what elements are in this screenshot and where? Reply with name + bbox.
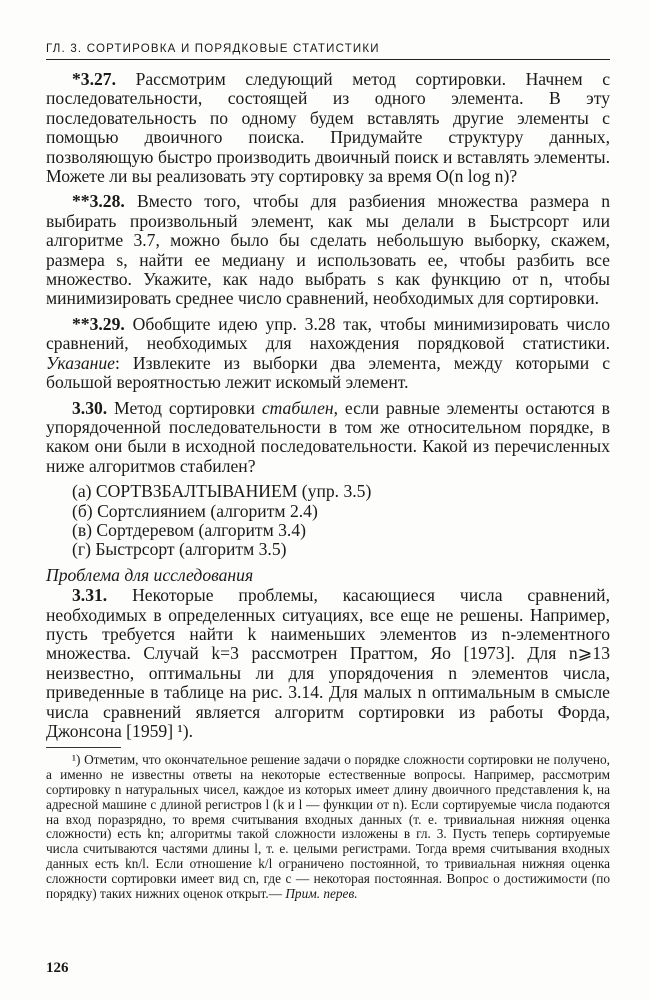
exercise-number: *3.27. — [72, 69, 116, 89]
exercise-text: Обобщите идею упр. 3.28 так, чтобы минимизировать число сравнений, необходимых для нахождения порядковой статистики. — [46, 313, 610, 354]
exercise-3-27 — [46, 70, 610, 186]
footnote-marker: ¹) — [72, 752, 81, 768]
exercise-3-28 — [46, 192, 610, 308]
option-b: (б) Сортслиянием (алгоритм 2.4) — [72, 500, 318, 521]
section-heading: Проблема для исследования — [46, 564, 254, 585]
exercise-text: Рассмотрим следующий метод сортировки. Начнем с последовательности, состоящей из одного элемента. В эту последовательность по одному будем вставлять другие элементы с помощью двоичного поиска. Придумайте структуру данных, позволяющую быстро производить двоичный поиск и вставлять элементы. Можете ли вы реализовать эту сортировку за время O(n log n)? — [46, 69, 610, 187]
footnote-reference: ¹). — [177, 721, 194, 741]
option-a: (а) СОРТВЗБАЛТЫВАНИЕМ (упр. 3.5) — [72, 481, 372, 502]
footnote — [46, 753, 610, 901]
option-v: (в) Сортдеревом (алгоритм 3.4) — [72, 519, 306, 540]
exercise-number: **3.29. — [72, 313, 125, 334]
exercise-3-30 — [46, 399, 610, 477]
exercise-number: 3.31. — [72, 585, 108, 606]
exercise-number: **3.28. — [72, 191, 125, 212]
exercise-text: Вместо того, чтобы для разбиения множества размера n выбирать произвольный элемент, как мы делали в Быстрсорт или алгоритме 3.7, можно было бы сделать небольшую выборку, скажем, размера s, найти ее медиану и использовать ее, чтобы разбить все множество. Укажите, как надо выбрать s как функцию от n, чтобы минимизировать среднее число сравнений, необходимых для сортировки. — [46, 191, 610, 309]
exercise-text: Некоторые проблемы, касающиеся числа сравнений, необходимых в определенных ситуациях, все еще не решены. Например, пусть требуется найти k наименьших элементов из n-элементного множества. Случай k=3 рассмотрен Праттом, Яо [1973]. Для n⩾13 неизвестно, оптимальны ли для упорядочения n элементов числа, приведенные в таблице на рис. 3.14. Для малых n оптимальным в смысле числа сравнений является алгоритм сортировки из работы Форда, Джонсона [1959] — [46, 585, 610, 741]
hint-label: Указание — [46, 352, 115, 373]
footnote-text: Отметим, что окончательное решение задачи о порядке сложности сортировки не получено, а именно не известны ответы на некоторые естественные вопросы. Например, рассмотрим сортировку n натуральных чисел, каждое из которых имеет длину двоичного представления k, на адресной машине с длиной регистров l (k и l — функции от n). Если сортируемые числа подаются на вход поразрядно, то время считывания входных данных (т. е. тривиальная нижняя оценка сложности) есть kn; алгоритмы такой сложности изложены в гл. 3. Пусть теперь сортируемые числа считываются частями длины l, т. е. целыми регистрами. Тогда время считывания входных данных есть kn/l. Если отношение k/l ограничено постоянной, то тривиальная нижняя оценка сложности сортировки имеет вид cn, где c — некоторая постоянная. Вопрос о достижимости (по порядку) таких нижних оценок открыт.— — [46, 752, 610, 901]
exercise-3-29 — [46, 315, 610, 393]
footnote-attribution: Прим. перев. — [285, 885, 358, 901]
hint-text: : Извлеките из выборки два элемента, между которыми с большой вероятностью лежит искомый элемент. — [46, 352, 610, 393]
exercise-number: 3.30. — [72, 397, 108, 418]
options-list — [72, 482, 610, 560]
running-header: ГЛ. 3. СОРТИРОВКА И ПОРЯДКОВЫЕ СТАТИСТИКИ — [46, 43, 380, 55]
page-number: 126 — [46, 960, 69, 976]
emphasis-term: стабилен — [261, 397, 334, 418]
exercise-text-before: Метод сортировки — [114, 397, 262, 418]
exercise-3-31 — [46, 586, 610, 741]
exercise-text-after: , если равные элементы остаются в упорядоченной последовательности в том же относительном порядке, в каком они были в исходной последовательности. Какой из перечисленных ниже алгоритмов стабилен? — [46, 397, 610, 476]
page-body — [46, 70, 610, 901]
header-rule — [46, 59, 610, 60]
footnote-rule — [46, 747, 121, 748]
option-g: (г) Быстрсорт (алгоритм 3.5) — [72, 539, 287, 560]
